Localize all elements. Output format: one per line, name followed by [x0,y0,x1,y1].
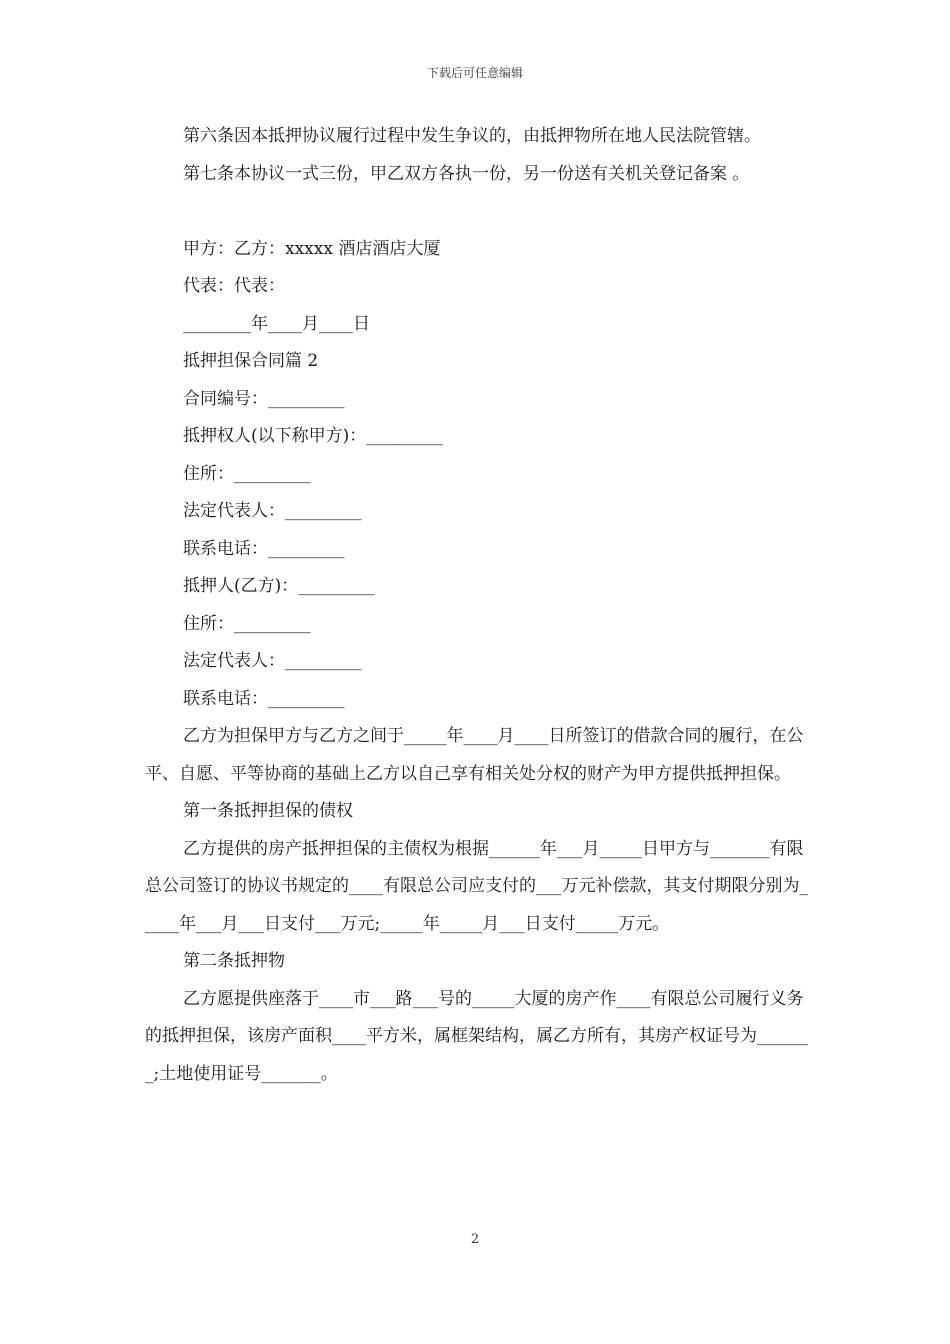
mortgagee-field: 抵押权人(以下称甲方)：_________ [183,426,443,446]
mortgagee-phone: 联系电话：_________ [183,538,345,559]
article-2-body: 乙方愿提供座落于____市___路___号的_____大厦的房产作____有限总公司履行义务的抵押担保，该房产面积____平方米，属框架结构，属乙方所有，其房产权证号为_______;土地使用证号_______。 [145,988,808,1084]
signature-date: ________年____月____日 [183,313,370,334]
blank-line [145,193,810,231]
preamble-paragraph: 乙方为担保甲方与乙方之间于_____年____月____日所签订的借款合同的履行，在公平、自愿、平等协商的基础上乙方以自己享有相关处分权的财产为甲方提供抵押担保。 [145,726,804,784]
page-number: 2 [470,1232,480,1247]
article-2-heading: 第二条抵押物 [183,951,285,971]
signature-representatives: 代表：代表： [183,276,285,296]
article-1-heading: 第一条抵押担保的债权 [183,801,353,821]
mortgagee-address: 住所：_________ [183,463,311,484]
mortgagor-field: 抵押人(乙方)：_________ [183,576,375,596]
signature-parties: 甲方：乙方：xxxxx 酒店酒店大厦 [183,238,441,259]
mortgagee-legal-rep: 法定代表人：_________ [183,501,362,521]
article-1-body: 乙方提供的房产抵押担保的主债权为根据______年___月_____日甲方与_______有限总公司签订的协议书规定的____有限总公司应支付的___万元补偿款，其支付期限分别为_____年___月___日支付___万元;_____年_____月___日支付_____万元。 [145,838,808,934]
paragraph-article-6: 第六条因本抵押协议履行过程中发生争议的，由抵押物所在地人民法院管辖。 [183,126,761,146]
document-body [145,118,810,1093]
section-title: 抵押担保合同篇 2 [183,351,319,371]
mortgagor-phone: 联系电话：_________ [183,688,345,709]
page-header: 下载后可任意编辑 [426,66,523,80]
mortgagor-address: 住所：_________ [183,613,311,634]
contract-number: 合同编号：_________ [183,388,345,409]
paragraph-article-7: 第七条本协议一式三份，甲乙双方各执一份，另一份送有关机关登记备案 。 [183,163,750,184]
mortgagor-legal-rep: 法定代表人：_________ [183,651,362,671]
